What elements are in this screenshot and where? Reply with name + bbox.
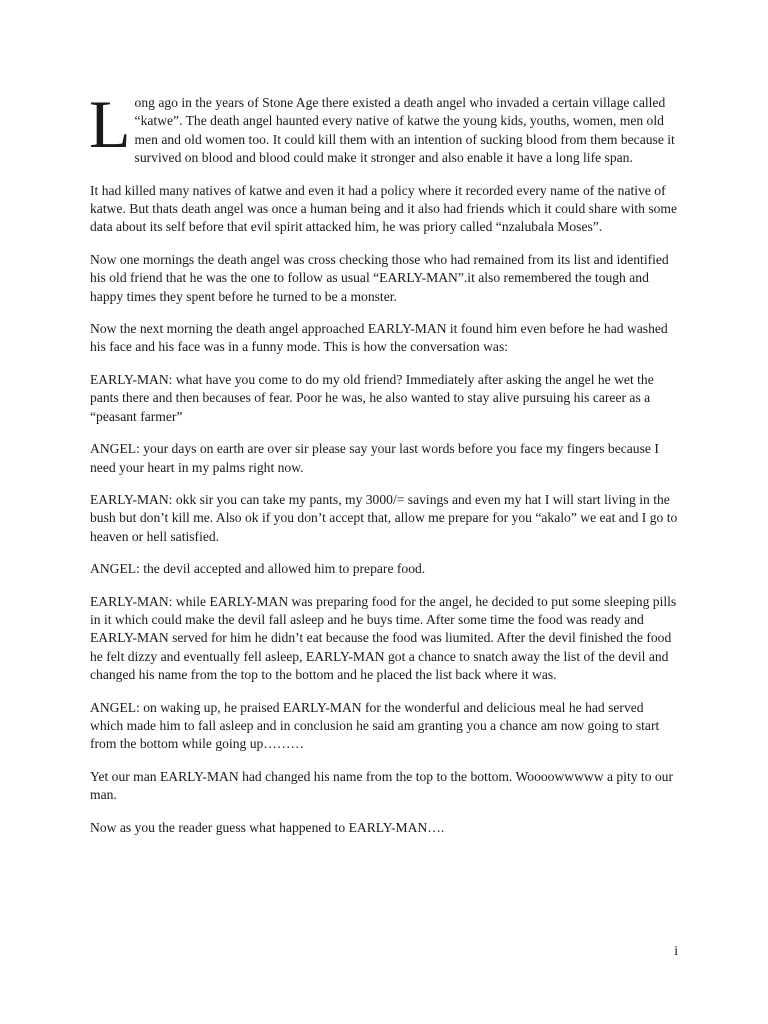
story-paragraph-2: It had killed many natives of katwe and even it had a policy where it recorded every name of the native of katwe. But thats death angel was once a human being and it also had friends which it could share with some data about its self before that evil spirit attacked him, he was priory called “nzalubala Moses”. xyxy=(90,182,678,235)
story-body xyxy=(89,86,678,851)
story-paragraph-11: Yet our man EARLY-MAN had changed his name from the top to the bottom. Woooowwwww a pity to our man. xyxy=(90,768,674,803)
story-paragraph-12: Now as you the reader guess what happened to EARLY-MAN…. xyxy=(90,819,445,835)
story-paragraph-7: EARLY-MAN: okk sir you can take my pants, my 3000/= savings and even my hat I will start living in the bush but don’t kill me. Also ok if you don’t accept that, allow me prepare for you “akalo” we eat and I go to heaven or hell satisfied. xyxy=(90,491,678,544)
drop-cap-letter: L xyxy=(89,86,131,162)
story-paragraph-8: ANGEL: the devil accepted and allowed him to prepare food. xyxy=(90,561,426,577)
story-paragraph-1 xyxy=(89,86,678,168)
story-paragraph-5: EARLY-MAN: what have you come to do my old friend? Immediately after asking the angel he wet the pants there and then becauses of fear. Poor he was, he also wanted to stay alive pursuing his career as a “peasant farmer” xyxy=(90,371,654,424)
page-number: i xyxy=(674,943,678,958)
story-paragraph-4: Now the next morning the death angel approached EARLY-MAN it found him even before he had washed his face and his face was in a funny mode. This is how the conversation was: xyxy=(90,321,668,355)
story-paragraph-6: ANGEL: your days on earth are over sir please say your last words before you face my fingers because I need your heart in my palms right now. xyxy=(90,441,659,475)
story-paragraph-10: ANGEL: on waking up, he praised EARLY-MAN for the wonderful and delicious meal he had served which made him to fall asleep and in conclusion he said am granting you a chance am now going to start from the bottom while going up……… xyxy=(90,699,660,752)
paragraph-text: ong ago in the years of Stone Age there existed a death angel who invaded a certain village called “katwe”. The death angel haunted every native of katwe the young kids, youths, women, men old men and old women too. It could kill them with an intention of sucking blood from them because it survived on blood and blood could make it stronger and also enable it have a long life span. xyxy=(134,95,675,166)
story-paragraph-9: EARLY-MAN: while EARLY-MAN was preparing food for the angel, he decided to put some sleeping pills in it which could make the devil fall asleep and he buys time. After some time the food was ready and EARLY-MAN served for him he didn’t eat because the food was liumited. After the devil finished the food he felt dizzy and eventually fell asleep, EARLY-MAN got a chance to snatch away the list of the devil and changed his name from the top to the bottom and he placed the list back where it was. xyxy=(90,593,677,683)
story-paragraph-3: Now one mornings the death angel was cross checking those who had remained from its list and identified his old friend that he was the one to follow as usual “EARLY-MAN”.it also remembered the tough and happy times they spent before he turned to be a monster. xyxy=(90,251,669,304)
